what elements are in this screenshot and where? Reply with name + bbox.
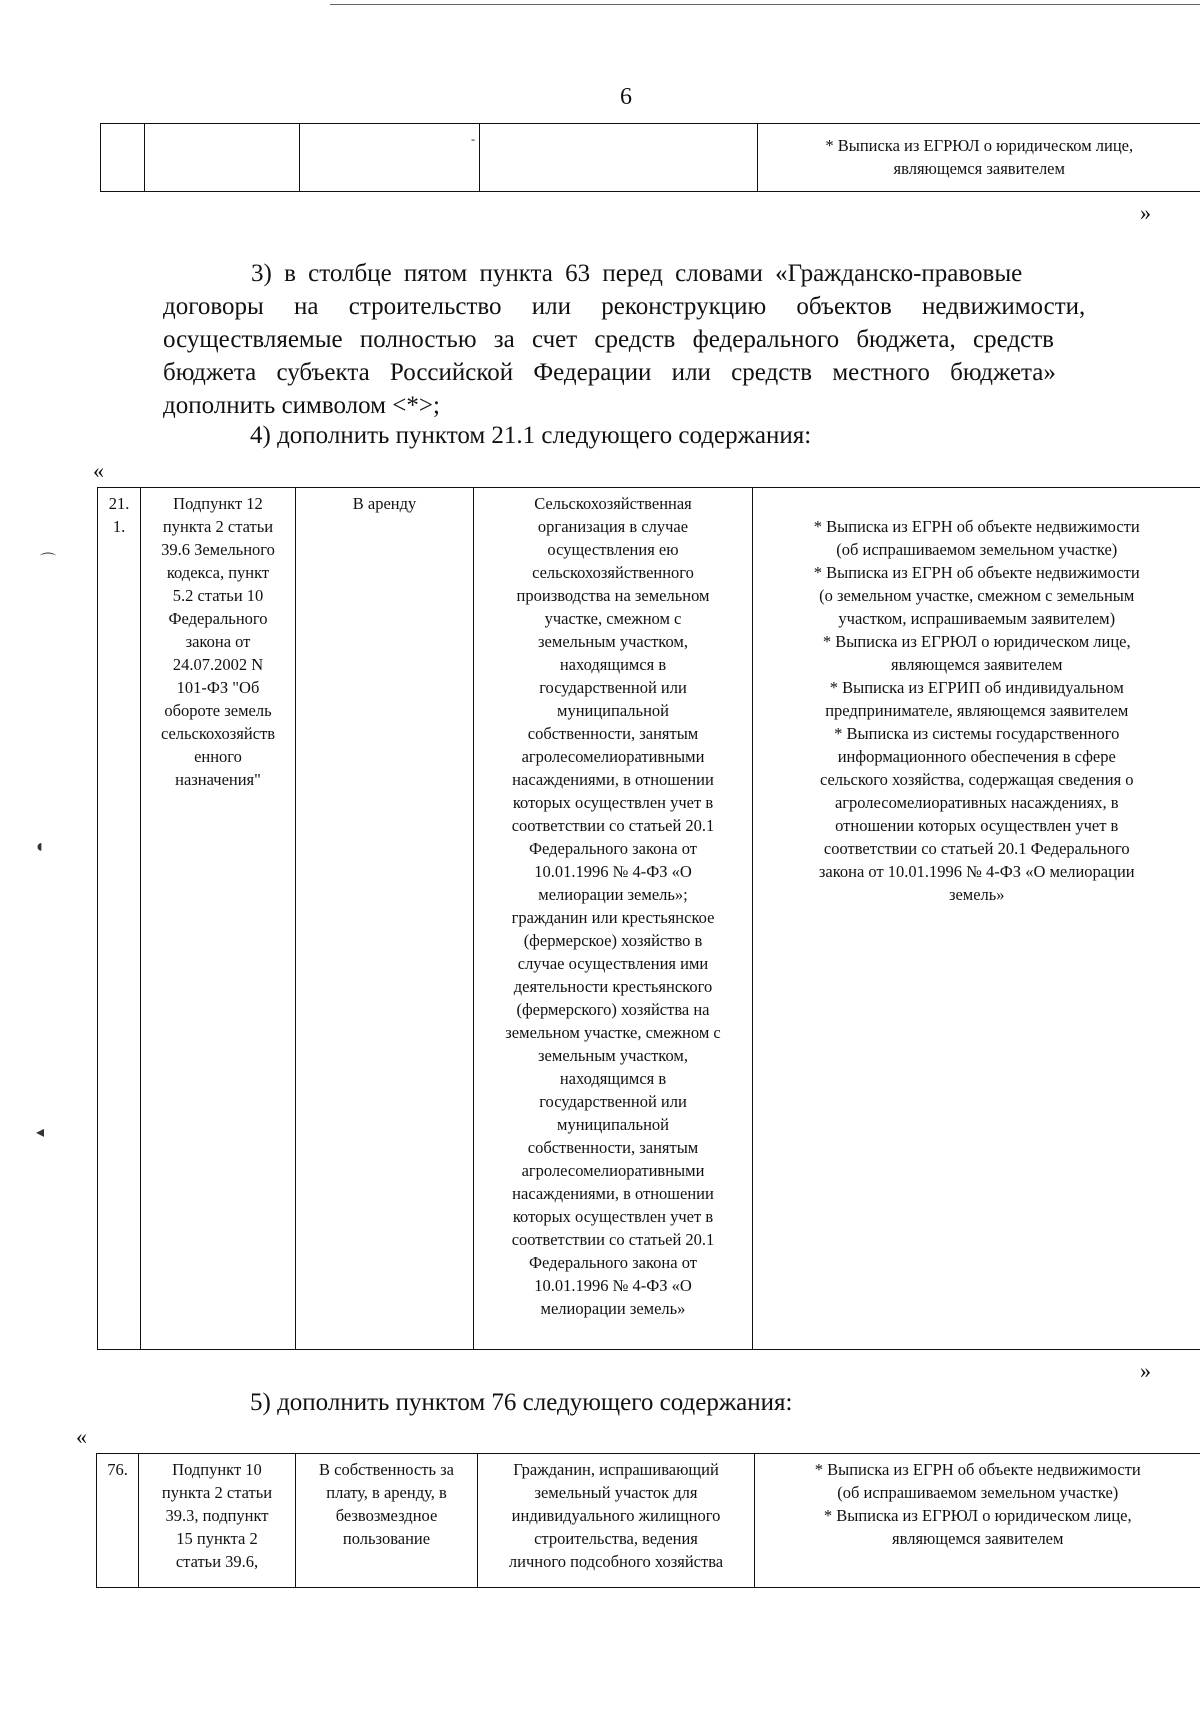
page-number: 6 — [620, 84, 632, 110]
paragraph-line: 3) в столбце пятом пункта 63 перед словами «Гражданско-правовые — [251, 260, 1023, 287]
cell-right-type: В аренду — [296, 488, 474, 1350]
cell-documents: * Выписка из ЕГРН об объекте недвижимости (об испрашиваемом земельном участке) * Выписка из ЕГРЮЛ о юридическом лице, являющемся заявителем — [755, 1454, 1200, 1588]
table-continuation — [100, 123, 1200, 192]
cell-right-type: В собственность за плату, в аренду, в безвозмездное пользование — [296, 1454, 478, 1588]
table-cell-documents: * Выписка из ЕГРЮЛ о юридическом лице, являющемся заявителем — [758, 124, 1200, 192]
table-cell — [145, 124, 300, 192]
closing-quote: » — [1140, 1358, 1151, 1383]
opening-quote: « — [93, 458, 104, 483]
scan-mark: ⌒ — [40, 553, 57, 570]
cell-applicant: Гражданин, испрашивающий земельный участок для индивидуального жилищного строительства, ведения личного подсобного хозяйства — [478, 1454, 755, 1588]
cell-basis: Подпункт 10 пункта 2 статьи 39.3, подпункт 15 пункта 2 статьи 39.6, — [139, 1454, 296, 1588]
table-row — [97, 1454, 1200, 1588]
table-point-76 — [96, 1453, 1200, 1588]
table-cell — [480, 124, 758, 192]
paragraph-line: осуществляемые полностью за счет средств федерального бюджета, средств — [163, 326, 1054, 353]
table-point-21-1 — [97, 487, 1200, 1350]
cell-number: 21. 1. — [98, 488, 141, 1350]
paragraph-3 — [163, 257, 1200, 422]
heading-point-4: 4) дополнить пунктом 21.1 следующего содержания: — [250, 422, 812, 449]
scan-mark: ◖ — [34, 836, 45, 856]
closing-quote: » — [1140, 200, 1151, 225]
cell-applicant: Сельскохозяйственная организация в случае осуществления ею сельскохозяйственного производства на земельном участке, смежном с земельным участком, находящимся в государственной или муниципальной собственности, занятым агролесомелиоративными насаждениями, в отношении которых осуществлен учет в соответствии со статьей 20.1 Федерального закона от 10.01.1996 № 4-ФЗ «О мелиорации земель»; гражданин или крестьянское (фермерское) хозяйство в случае осуществления ими деятельности крестьянского (фермерского) хозяйства на земельном участке, смежном с земельным участком, находящимся в государственной или муниципальной собственности, занятым агролесомелиоративными насаждениями, в отношении которых осуществлен учет в соответствии со статьей 20.1 Федерального закона от 10.01.1996 № 4-ФЗ «О мелиорации земель» — [474, 488, 753, 1350]
cell-documents: * Выписка из ЕГРН об объекте недвижимости (об испрашиваемом земельном участке) * Выписка из ЕГРН об объекте недвижимости (о земельном участке, смежном с земельным участком, испрашиваемым заявителем) * Выписка из ЕГРЮЛ о юридическом лице, являющемся заявителем * Выписка из ЕГРИП об индивидуальном предпринимателе, являющемся заявителем * Выписка из системы государственного информационного обеспечения в сфере сельского хозяйства, содержащая сведения о агролесомелиоративных насаждениях, в отношении которых осуществлен учет в соответствии со статьей 20.1 Федерального закона от 10.01.1996 № 4-ФЗ «О мелиорации земель» — [753, 488, 1200, 1350]
cell-basis: Подпункт 12 пункта 2 статьи 39.6 Земельного кодекса, пункт 5.2 статьи 10 Федерального закона от 24.07.2002 N 101-ФЗ "Об обороте земель сельскохозяйств енного назначения" — [141, 488, 296, 1350]
top-edge-line — [330, 4, 1200, 5]
paragraph-line: бюджета субъекта Российской Федерации или средств местного бюджета» — [163, 359, 1056, 386]
table-row — [98, 488, 1200, 1350]
paragraph-line: дополнить символом <*>; — [163, 392, 440, 419]
cell-number: 76. — [97, 1454, 139, 1588]
table-cell — [101, 124, 145, 192]
table-cell: - — [300, 124, 480, 192]
paragraph-line: договоры на строительство или реконструкцию объектов недвижимости, — [163, 293, 1086, 320]
table-row — [101, 124, 1200, 192]
scan-mark: ◂ — [36, 1124, 45, 1141]
opening-quote: « — [76, 1424, 87, 1449]
heading-point-5: 5) дополнить пунктом 76 следующего содержания: — [250, 1389, 793, 1416]
